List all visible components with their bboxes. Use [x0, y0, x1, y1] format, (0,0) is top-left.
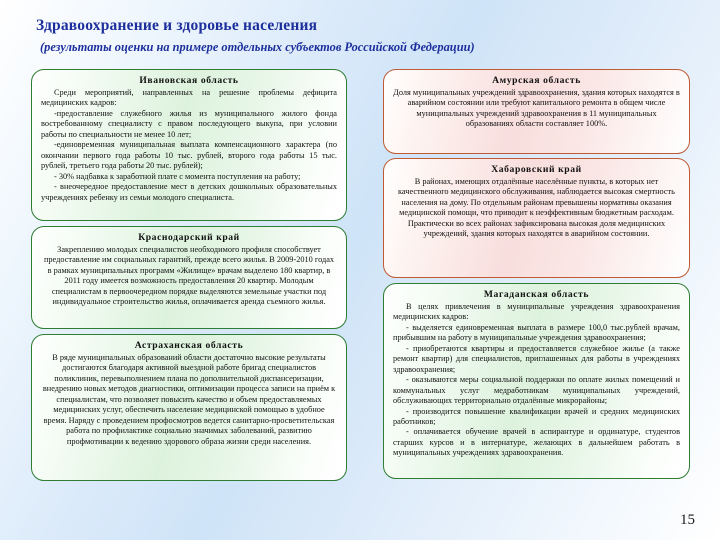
- callout-box-astrakhanskaya-oblast: [31, 334, 347, 481]
- callout-paragraph: - оплачивается обучение врачей в аспирантуре и ординатуре, студентов старших курсов и в интернатуре, желающих в дальнейшем работать в муниципальных учреждениях здравоохранения.: [393, 427, 680, 458]
- callout-body: [393, 302, 680, 459]
- callout-box-khabarovsky-kray: [383, 158, 690, 278]
- callout-body: [393, 177, 680, 240]
- callout-title: Краснодарский край: [138, 232, 240, 243]
- callout-paragraph: - приобретаются квартиры и предоставляется служебное жилье (а также ремонт квартир) для специалистов, приглашенных для работы в учреждениях здравоохранения;: [393, 343, 680, 374]
- callout-paragraph: В ряде муниципальных образований области достаточно высокие результаты достигаются благодаря активной выездной работе бригад специалистов поликлиник, перевыполнением плана по дополнительной диспансеризации, внедрению новых методов диагностики, оптимизации процесса записи на приём к специалистам, что позволяет повысить качество и объем предоставляемых медицинских услуг, обеспечить население медицинской помощью в удобное время. Наряду с проведением профосмотров ведется санитарно-просветительская работа по профилактике социально значимых заболеваний, развитию профмотивации к ведению здорового образа жизни среди населения.: [42, 352, 336, 446]
- callout-title: Хабаровский край: [491, 164, 582, 175]
- page-subtitle: (результаты оценки на примере отдельных субъектов Российской Федерации): [40, 39, 475, 54]
- callout-paragraph: - оказываются меры социальной поддержки по оплате жилых помещений и коммунальных услуг медработникам муниципальных учреждений, обслуживающих территориально отдалённые микрорайоны;: [393, 375, 680, 406]
- callout-title: Астраханская область: [134, 340, 244, 351]
- callout-paragraph: В целях привлечения в муниципальные учреждения здравоохранения медицинских кадров:: [393, 301, 680, 322]
- callout-paragraph: Среди мероприятий, направленных на решение проблемы дефицита медицинских кадров:: [41, 87, 337, 108]
- callout-title: Магаданская область: [483, 289, 590, 300]
- callout-body: [41, 353, 337, 447]
- callout-title: Амурская область: [492, 75, 581, 86]
- slide-title-block: [36, 17, 686, 54]
- slide-number: 15: [680, 512, 695, 528]
- callout-box-krasnodarsky-kray: [31, 226, 347, 329]
- callout-paragraph: Закреплению молодых специалистов необходимого профиля способствует предоставление им социальных гарантий, прежде всего жилья. В 2009-2010 годах в рамках муниципальных программ «Жилище» врачам выделено 180 квартир, в 2011 году имеется возможность предоставления 20 квартир. Молодым специалистам в первоочередном порядке выделяются земельные участки под индивидуальное строительство жилья, оплачивается аренда съемного жилья.: [43, 244, 335, 307]
- callout-box-ivanovskaya-oblast: [31, 69, 347, 221]
- callout-paragraph: -предоставление служебного жилья из муниципального жилого фонда востребованному специалисту с правом последующего выкупа, при условии работы по специальности не менее 10 лет;: [41, 108, 337, 139]
- callout-paragraph: Доля муниципальных учреждений здравоохранения, здания которых находятся в аварийном состоянии или требуют капитального ремонта в общем числе муниципальных учреждений здравоохранения в 11 муниципальных образованиях области составляет 100%.: [393, 87, 680, 129]
- callout-title: Ивановская область: [139, 75, 239, 86]
- callout-box-magadanskaya-oblast: [383, 283, 690, 479]
- callout-body: [393, 88, 680, 130]
- callout-paragraph: - 30% надбавка к заработной плате с момента поступления на работу;: [54, 171, 301, 181]
- callout-box-amurskaya-oblast: [383, 69, 690, 154]
- page-title: Здравоохранение и здоровье населения: [36, 17, 318, 34]
- callout-paragraph: В районах, имеющих отдалённые населённые пункты, в которых нет качественного медицинского обслуживания, наблюдается высокая смертность населения на дому. По отдельным районам превышены нормативы оказания медицинской помощи, что приводит к неэффективным бюджетным расходам. Практически во всех районах зафиксирована высокая доля медицинских учреждений, здания которых находятся в аварийном состоянии.: [398, 176, 675, 239]
- callout-body: [41, 245, 337, 308]
- callout-paragraph: - производится повышение квалификации врачей и средних медицинских работников;: [393, 406, 680, 426]
- callout-paragraph: -единовременная муниципальная выплата компенсационного характера (по окончании первого года работы 10 тыс. рублей, второго года работы 15 тыс. рублей, третьего года работы 20 тыс. рублей);: [41, 140, 337, 171]
- callout-paragraph: - выделяется единовременная выплата в размере 100,0 тыс.рублей врачам, прибывшим на работу в муниципальные учреждения здравоохранения;: [393, 322, 680, 343]
- callout-body: [41, 88, 337, 203]
- callout-paragraph: - внеочередное предоставление мест в детских дошкольных образовательных учреждениях ребенку из семьи молодого специалиста.: [41, 182, 337, 202]
